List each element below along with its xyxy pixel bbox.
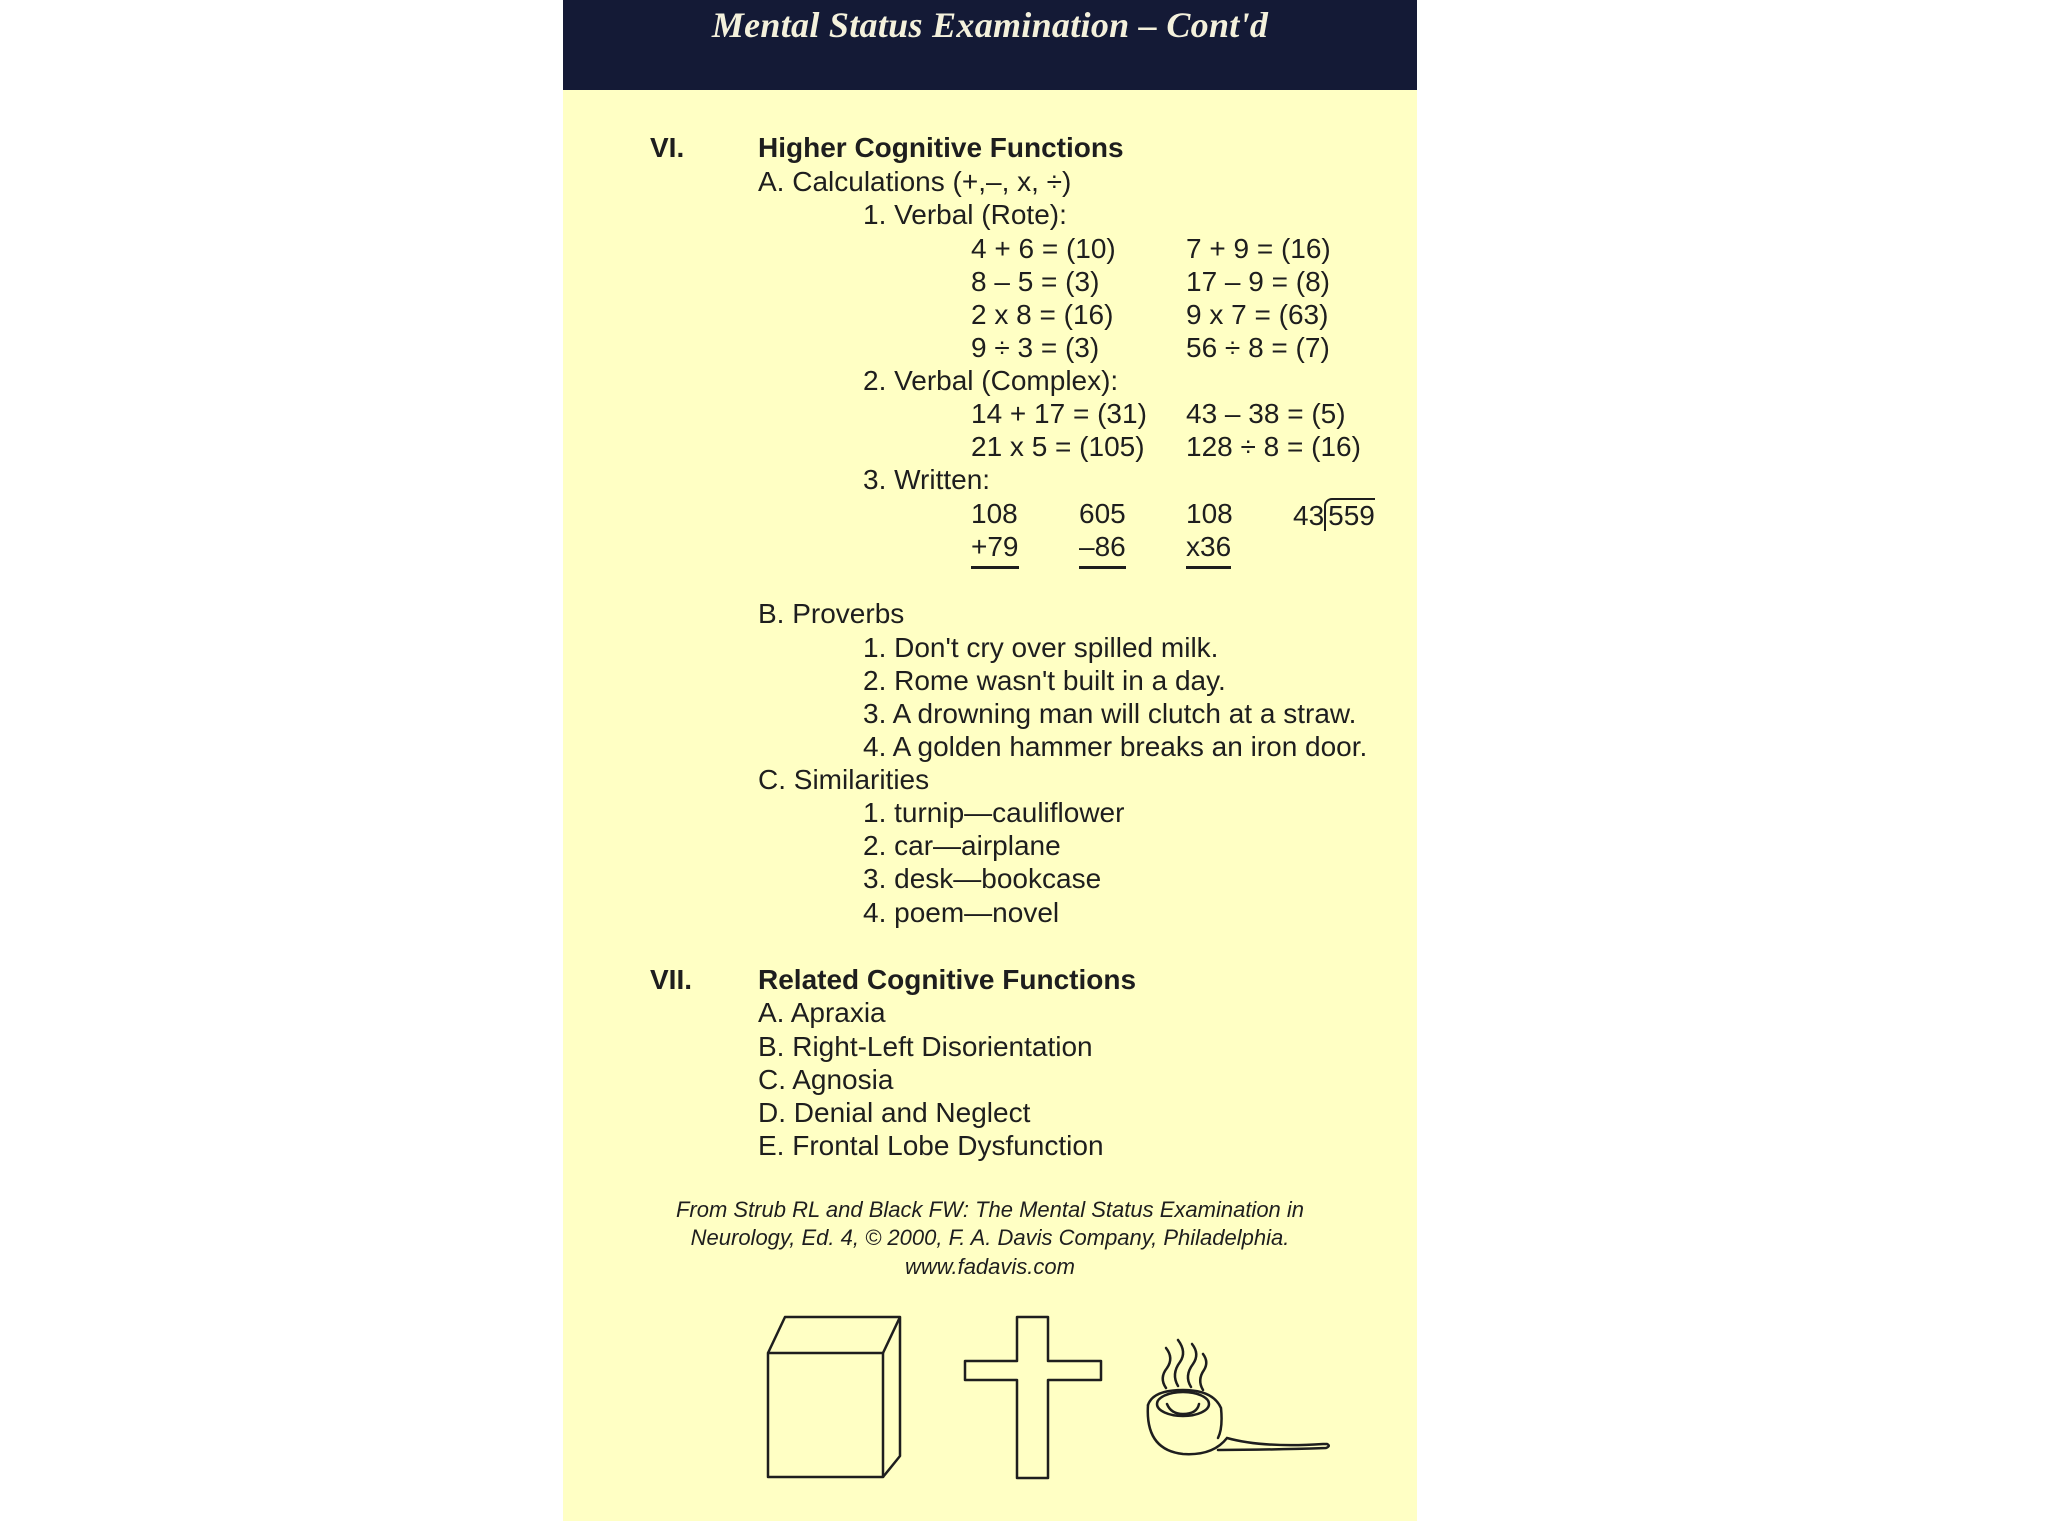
citation-line: From Strub RL and Black FW: The Mental Status Examination in xyxy=(675,1197,1305,1222)
written-bottom-number: –86 xyxy=(1079,533,1126,569)
proverbs-label: B. Proverbs xyxy=(758,598,905,629)
rote-problem: 9 x 7 = (63) xyxy=(1186,299,1329,330)
rote-problem: 17 – 9 = (8) xyxy=(1186,266,1330,297)
section-7-number: VII. xyxy=(650,964,693,995)
long-division-problem xyxy=(1293,500,1375,532)
similarity-item: 4. poem—novel xyxy=(863,897,1060,928)
copying-figures xyxy=(563,1300,1417,1500)
pipe-icon xyxy=(1148,1340,1329,1454)
similarities-label: C. Similarities xyxy=(758,764,930,795)
cube-icon xyxy=(768,1317,900,1477)
written-top-number: 605 xyxy=(1079,498,1126,529)
page-title: Mental Status Examination – Cont'd xyxy=(711,5,1269,45)
similarity-item: 2. car—airplane xyxy=(863,830,1061,861)
written-top-number: 108 xyxy=(1186,498,1233,529)
proverb-item: 1. Don't cry over spilled milk. xyxy=(863,632,1219,663)
written-label: 3. Written: xyxy=(863,464,991,495)
verbal-complex-label: 2. Verbal (Complex): xyxy=(863,365,1119,396)
divisor: 43 xyxy=(1293,500,1325,531)
rote-problem: 7 + 9 = (16) xyxy=(1186,233,1331,264)
rote-problem: 9 ÷ 3 = (3) xyxy=(971,332,1100,363)
reference-card xyxy=(563,0,1417,1521)
title-bar xyxy=(563,0,1417,90)
related-function-item: B. Right-Left Disorientation xyxy=(758,1031,1093,1062)
rote-problem: 8 – 5 = (3) xyxy=(971,266,1100,297)
complex-problem: 14 + 17 = (31) xyxy=(971,398,1147,429)
complex-problem: 128 ÷ 8 = (16) xyxy=(1186,431,1361,462)
related-function-item: D. Denial and Neglect xyxy=(758,1097,1031,1128)
related-function-item: A. Apraxia xyxy=(758,997,886,1028)
complex-problem: 43 – 38 = (5) xyxy=(1186,398,1346,429)
calculations-label: A. Calculations (+,–, x, ÷) xyxy=(758,166,1072,197)
related-function-item: E. Frontal Lobe Dysfunction xyxy=(758,1130,1104,1161)
rote-problem: 4 + 6 = (10) xyxy=(971,233,1116,264)
verbal-rote-label: 1. Verbal (Rote): xyxy=(863,199,1067,230)
proverb-item: 3. A drowning man will clutch at a straw. xyxy=(863,698,1357,729)
written-bottom-number: x36 xyxy=(1186,533,1231,569)
citation-line: Neurology, Ed. 4, © 2000, F. A. Davis Company, Philadelphia. xyxy=(690,1225,1290,1250)
citation-url: www.fadavis.com xyxy=(905,1254,1075,1279)
related-function-item: C. Agnosia xyxy=(758,1064,894,1095)
complex-problem: 21 x 5 = (105) xyxy=(971,431,1145,462)
section-7-title: Related Cognitive Functions xyxy=(758,964,1137,995)
section-6-number: VI. xyxy=(650,132,685,163)
written-bottom-number: +79 xyxy=(971,533,1019,569)
proverb-item: 2. Rome wasn't built in a day. xyxy=(863,665,1226,696)
section-6-title: Higher Cognitive Functions xyxy=(758,132,1124,163)
rote-problem: 2 x 8 = (16) xyxy=(971,299,1114,330)
rote-problem: 56 ÷ 8 = (7) xyxy=(1186,332,1330,363)
similarity-item: 1. turnip—cauliflower xyxy=(863,797,1125,828)
cross-icon xyxy=(965,1317,1101,1478)
dividend: 559 xyxy=(1324,498,1375,531)
written-top-number: 108 xyxy=(971,498,1018,529)
proverb-item: 4. A golden hammer breaks an iron door. xyxy=(863,731,1368,762)
similarity-item: 3. desk—bookcase xyxy=(863,863,1102,894)
